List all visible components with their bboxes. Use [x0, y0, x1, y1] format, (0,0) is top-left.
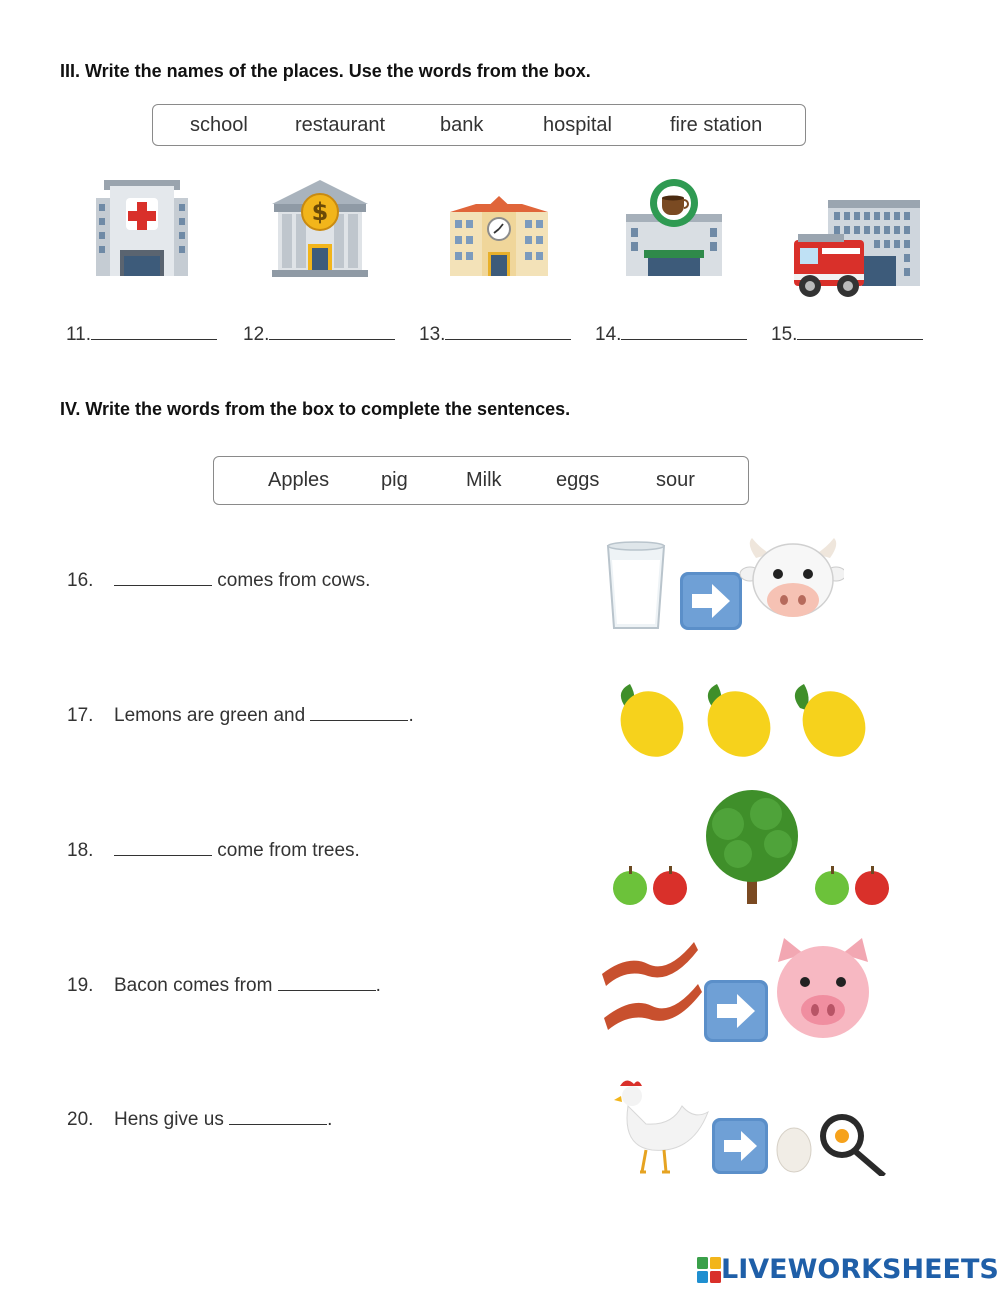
svg-text:$: $	[311, 198, 329, 226]
answer-blank-16[interactable]	[114, 569, 212, 586]
sentence-16	[67, 569, 370, 592]
word-box-item: school	[190, 113, 248, 136]
hen-icon	[614, 1080, 708, 1172]
arrow-right-icon	[680, 572, 742, 630]
item-number: 15.	[771, 324, 798, 345]
answer-blank-13[interactable]	[419, 321, 571, 346]
fire-station-building-icon	[792, 196, 922, 300]
answer-blank-18[interactable]	[114, 839, 212, 856]
green-apple-icon	[613, 866, 647, 905]
word-box-item: pig	[381, 469, 408, 491]
bacon-icon	[602, 942, 702, 1030]
sentence-text: comes from cows.	[212, 570, 371, 591]
green-apple-icon	[815, 866, 849, 905]
word-box-item: bank	[440, 113, 484, 136]
sentence-17	[67, 704, 414, 727]
bacon-from-pig-picture	[598, 934, 878, 1046]
sentence-20	[67, 1108, 332, 1131]
answer-blank-20[interactable]	[229, 1108, 327, 1125]
tree-icon	[706, 790, 798, 904]
answer-blank-12[interactable]	[243, 321, 395, 346]
egg-icon	[777, 1128, 811, 1172]
sentence-word-box	[213, 456, 749, 505]
answer-blank-17[interactable]	[310, 704, 408, 721]
sentence-text: Bacon comes from	[114, 975, 278, 996]
milk-from-cow-picture	[604, 534, 844, 634]
pig-face-icon	[777, 938, 869, 1038]
word-box-item: Apples	[268, 469, 330, 491]
hospital-building-icon	[92, 178, 192, 278]
answer-blank-11[interactable]	[66, 321, 217, 346]
section-4-heading: IV. Write the words from the box to complete the sentences.	[60, 399, 571, 419]
fried-egg-pan-icon	[820, 1114, 884, 1176]
sentence-text: .	[375, 975, 381, 996]
answer-blank-14[interactable]	[595, 321, 747, 346]
sentence-text: come from trees.	[212, 840, 360, 861]
sentence-19	[67, 974, 381, 997]
lemon-icon	[612, 679, 696, 762]
cow-face-icon	[740, 538, 844, 617]
item-number: 11.	[66, 324, 92, 345]
item-number: 13.	[419, 324, 446, 345]
arrow-right-icon	[704, 980, 768, 1042]
word-box-item: hospital	[543, 113, 612, 136]
liveworksheets-logo-mark	[697, 1257, 721, 1283]
sentence-text: .	[408, 705, 414, 726]
eggs-from-hen-picture	[612, 1076, 892, 1176]
arrow-right-icon	[712, 1118, 768, 1174]
item-number: 14.	[595, 324, 622, 345]
sentence-text: .	[327, 1109, 333, 1130]
item-number: 19.	[67, 975, 94, 996]
item-number: 12.	[243, 324, 270, 345]
school-building-icon	[448, 196, 550, 278]
item-number: 16.	[67, 570, 94, 591]
answer-blank-19[interactable]	[278, 974, 376, 991]
sentence-text: Hens give us	[114, 1109, 230, 1130]
sentence-18	[67, 839, 360, 862]
apples-and-tree-picture	[610, 784, 894, 908]
bank-building-icon	[270, 178, 370, 278]
section-3-heading: III. Write the names of the places. Use the words from the box.	[60, 61, 591, 81]
milk-glass-icon	[608, 542, 664, 628]
word-box-item: Milk	[466, 469, 502, 491]
red-apple-icon	[855, 866, 889, 905]
item-number: 18.	[67, 840, 94, 861]
word-box-item: sour	[656, 469, 695, 491]
item-number: 17.	[67, 705, 94, 726]
places-word-box	[152, 104, 806, 146]
word-box-item: restaurant	[295, 113, 386, 136]
lemons-picture	[612, 678, 876, 762]
sentence-text: Lemons are green and	[114, 705, 311, 726]
lemon-icon	[790, 679, 876, 762]
lemon-icon	[695, 679, 783, 762]
answer-blank-15[interactable]	[771, 321, 923, 346]
item-number: 20.	[67, 1109, 94, 1130]
liveworksheets-logo-text: LIVEWORKSHEETS	[721, 1254, 999, 1285]
red-apple-icon	[653, 866, 687, 905]
word-box-item: fire station	[670, 113, 763, 136]
word-box-item: eggs	[556, 469, 600, 491]
restaurant-building-icon	[624, 178, 724, 278]
liveworksheets-logo	[697, 1254, 999, 1285]
